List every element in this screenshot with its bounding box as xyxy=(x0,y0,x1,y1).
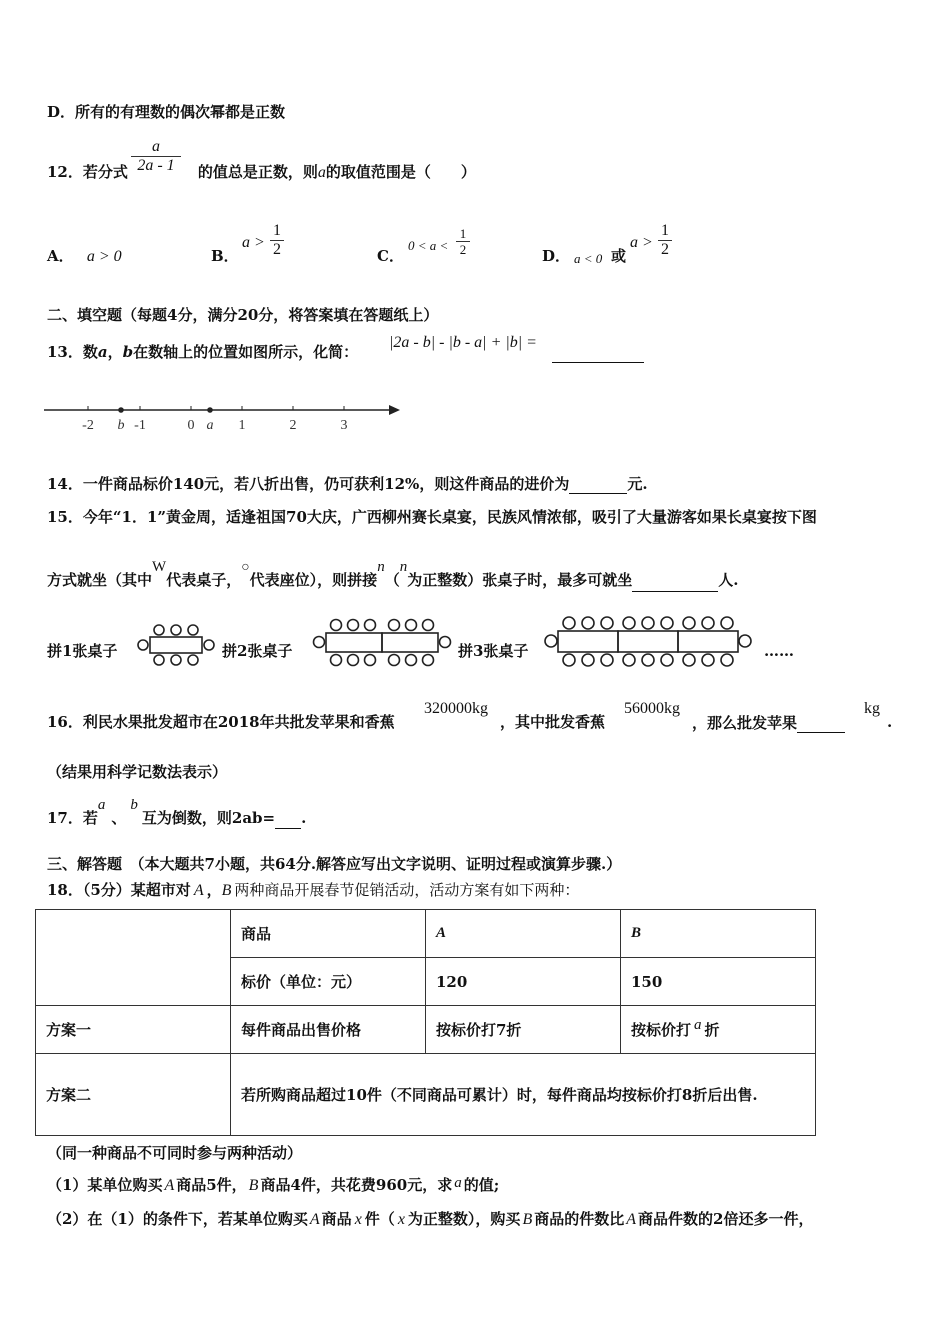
q13-number-line xyxy=(44,398,404,438)
q18-p2-e: 商品的件数比 xyxy=(534,1210,625,1228)
q15-dots: …… xyxy=(764,642,794,660)
q18-suffix: 两种商品开展春节促销活动，活动方案有如下两种： xyxy=(234,881,580,899)
q18-plan1-B-pre: 按标价打 xyxy=(631,1021,692,1039)
q18-price-A: 120 xyxy=(426,958,621,1006)
q18-plan1-B-suf: 折 xyxy=(704,1021,720,1039)
tick-neg1: -1 xyxy=(134,418,146,433)
q12-option-b-den: 2 xyxy=(273,241,281,258)
q18-p2-a: （2）在（1）的条件下，若某单位购买 xyxy=(47,1210,308,1228)
q12-option-d-lhs: a < 0 xyxy=(574,251,603,266)
q12-option-d-label: D． xyxy=(542,247,571,265)
q16-unit: kg xyxy=(864,700,880,717)
q18-plan1-B-var: a xyxy=(694,1017,702,1033)
q12-option-c-label: C． xyxy=(377,247,404,265)
q17-b: b xyxy=(130,797,138,813)
q13-a: a xyxy=(97,343,108,361)
section3-title: 三、解答题 （本大题共7小题，共64分.解答应写出文字说明、证明过程或演算步骤.） xyxy=(47,855,622,873)
q18-table xyxy=(35,909,816,1136)
q18-p1-B: B xyxy=(248,1177,259,1194)
q18-note: （同一种商品不可同时参与两种活动） xyxy=(47,1144,303,1162)
q16-end: . xyxy=(887,713,893,731)
q12-option-a-expr: a > 0 xyxy=(86,248,122,265)
q17-sep: 、 xyxy=(111,809,127,827)
q12-frac-num: a xyxy=(152,138,160,155)
q12-mid: 的值总是正数，则 xyxy=(197,163,318,181)
q15-line2 xyxy=(47,559,739,592)
q14 xyxy=(47,473,648,494)
q13-prefix: 13．数 xyxy=(47,343,98,361)
q18-plan1-B xyxy=(621,1006,816,1054)
q13-expression: |2a - b| - |b - a| + |b| = xyxy=(389,334,537,351)
q18-p2-b: 商品 xyxy=(321,1210,352,1228)
q17-answer-blank[interactable] xyxy=(275,808,301,829)
q15-l2-f: 人. xyxy=(718,571,739,589)
q12-option-c-frac xyxy=(456,226,470,257)
tick-b: b xyxy=(117,418,125,433)
q16-suffix xyxy=(692,712,845,733)
q15-l2-c: 代表座位），则拼接 xyxy=(249,571,378,589)
q12-suffix: 的取值范围是（ ） xyxy=(325,163,476,181)
q18-sep: ， xyxy=(206,881,222,899)
q15-fig1 xyxy=(136,624,216,674)
q17-prefix: 17．若 xyxy=(47,809,98,827)
q17-end: . xyxy=(301,809,307,827)
q12-frac-den: 2a - 1 xyxy=(137,157,175,174)
q12-stem xyxy=(47,162,476,183)
q14-suffix: 元. xyxy=(627,475,648,493)
q12-option-b-frac xyxy=(270,222,284,259)
tick-3: 3 xyxy=(340,418,348,433)
q12-option-d-rhs: a > xyxy=(630,234,653,251)
q12-option-d-num: 1 xyxy=(661,222,669,239)
q18-p1-a: （1）某单位购买 xyxy=(47,1176,163,1194)
q18-plan1-desc: 每件商品出售价格 xyxy=(231,1006,426,1054)
tick-neg2: -2 xyxy=(82,418,94,433)
q18-p2-x2: x xyxy=(397,1211,405,1228)
q12-option-c-num: 1 xyxy=(459,226,467,241)
q15-l2-e: 为正整数）张桌子时，最多可就坐 xyxy=(407,571,633,589)
q18-th-B: B xyxy=(621,910,816,958)
q18-p2-c: 件（ xyxy=(364,1210,395,1228)
q14-text: 14．一件商品标价140元，若八折出售，仍可获利12%，则这件商品的进价为 xyxy=(47,475,570,493)
q18-p1-d: 的值; xyxy=(463,1176,500,1194)
q17-suffix: 互为倒数，则2ab= xyxy=(141,809,276,827)
tick-1: 1 xyxy=(238,418,246,433)
q12-option-a xyxy=(47,246,122,267)
q18-p1-A: A xyxy=(164,1177,175,1194)
q18-plan2-desc: 若所购商品超过10件（不同商品可累计）时，每件商品均按标价打8折后出售. xyxy=(231,1054,816,1136)
q15-line1: 15．今年“1．1”黄金周，适逢祖国70大庆，广西柳州赛长桌宴，民族风情浓郁，吸引了大量游客如果长桌宴按下图 xyxy=(47,508,817,526)
q15-n2: n xyxy=(399,559,408,575)
q14-answer-blank[interactable] xyxy=(569,473,627,494)
q18-p2-f: 商品件数的2倍还多一件， xyxy=(638,1210,814,1228)
q12-var: a xyxy=(317,164,326,181)
q13-sep: ， xyxy=(107,343,123,361)
q17-a: a xyxy=(97,797,106,813)
q18-th-goods: 商品 xyxy=(231,910,426,958)
q16-note: （结果用科学记数法表示） xyxy=(47,763,228,781)
q18-p2-x: x xyxy=(354,1211,362,1228)
q18-A: A xyxy=(193,882,204,899)
q18-plan1: 方案一 xyxy=(36,1006,231,1054)
q18-p1-b: 商品5件， xyxy=(176,1176,247,1194)
q15-l2-a: 方式就坐（其中 xyxy=(47,571,153,589)
q18-part2 xyxy=(47,1209,813,1230)
q18-price-B: 150 xyxy=(621,958,816,1006)
q12-option-d-den: 2 xyxy=(661,241,669,258)
q18-price-label: 标价（单位：元） xyxy=(231,958,426,1006)
q18-plan1-A: 按标价打7折 xyxy=(426,1006,621,1054)
tick-a: a xyxy=(206,418,214,433)
q18-prefix: 18．（5分）某超市对 xyxy=(47,881,191,899)
q18-th-A: A xyxy=(426,910,621,958)
q15-w-symbol: W xyxy=(152,559,167,575)
q11-option-d: D．所有的有理数的偶次幂都是正数 xyxy=(47,103,286,121)
q15-circle-symbol: ○ xyxy=(241,560,250,575)
q15-l2-d: （ xyxy=(384,571,400,589)
q12-option-b-lhs: a > xyxy=(242,234,265,251)
q15-fig3-label: 拼3张桌子 xyxy=(458,642,529,660)
q16-suffix-text: ，那么批发苹果 xyxy=(692,714,798,732)
q16-answer-blank[interactable] xyxy=(797,712,845,733)
q18-B: B xyxy=(221,882,232,899)
q18-p2-d: 为正整数），购买 xyxy=(407,1210,521,1228)
q15-l2-b: 代表桌子， xyxy=(166,571,242,589)
q15-answer-blank[interactable] xyxy=(632,571,718,592)
q18-p2-A2: A xyxy=(626,1211,637,1228)
q12-option-a-label: A． xyxy=(47,247,74,265)
q15-fig2-label: 拼2张桌子 xyxy=(222,642,293,660)
q12-fraction xyxy=(131,138,181,175)
q13-b: b xyxy=(122,343,134,361)
tick-2: 2 xyxy=(289,418,297,433)
q18-part1 xyxy=(47,1175,499,1196)
q13-stem xyxy=(47,342,358,362)
tick-0: 0 xyxy=(187,418,195,433)
q13-answer-blank[interactable] xyxy=(552,342,644,363)
q15-fig3 xyxy=(544,617,754,669)
q15-fig1-label: 拼1张桌子 xyxy=(47,642,118,660)
q16-total: 320000kg xyxy=(424,700,488,717)
q18-plan2: 方案二 xyxy=(36,1054,231,1136)
q12-option-c-lhs: 0 < a < xyxy=(408,238,449,253)
q18-stem xyxy=(47,880,579,901)
q16-mid: ，其中批发香蕉 xyxy=(500,713,606,731)
q18-table-empty xyxy=(36,910,231,1006)
q12-option-d-frac xyxy=(658,222,672,259)
section2-title: 二、填空题（每题4分，满分20分，将答案填在答题纸上） xyxy=(47,306,439,324)
q13-text: 在数轴上的位置如图所示，化简： xyxy=(133,343,359,361)
q18-p2-B: B xyxy=(522,1211,533,1228)
q16-banana: 56000kg xyxy=(624,700,680,717)
q16-prefix: 16．利民水果批发超市在2018年共批发苹果和香蕉 xyxy=(47,713,395,731)
q15-n1: n xyxy=(377,559,385,575)
q18-p1-c: 商品4件，共花费960元，求 xyxy=(260,1176,453,1194)
q17 xyxy=(47,797,307,829)
q12-option-d-or: 或 xyxy=(611,247,627,265)
q12-prefix: 12．若分式 xyxy=(47,163,128,181)
q12-option-b-label: B． xyxy=(211,247,239,265)
q12-option-b-num: 1 xyxy=(273,222,281,239)
q18-p1-var: a xyxy=(454,1175,462,1191)
q15-fig2 xyxy=(312,619,452,669)
q12-option-c-den: 2 xyxy=(459,242,467,257)
q18-p2-A: A xyxy=(309,1211,320,1228)
